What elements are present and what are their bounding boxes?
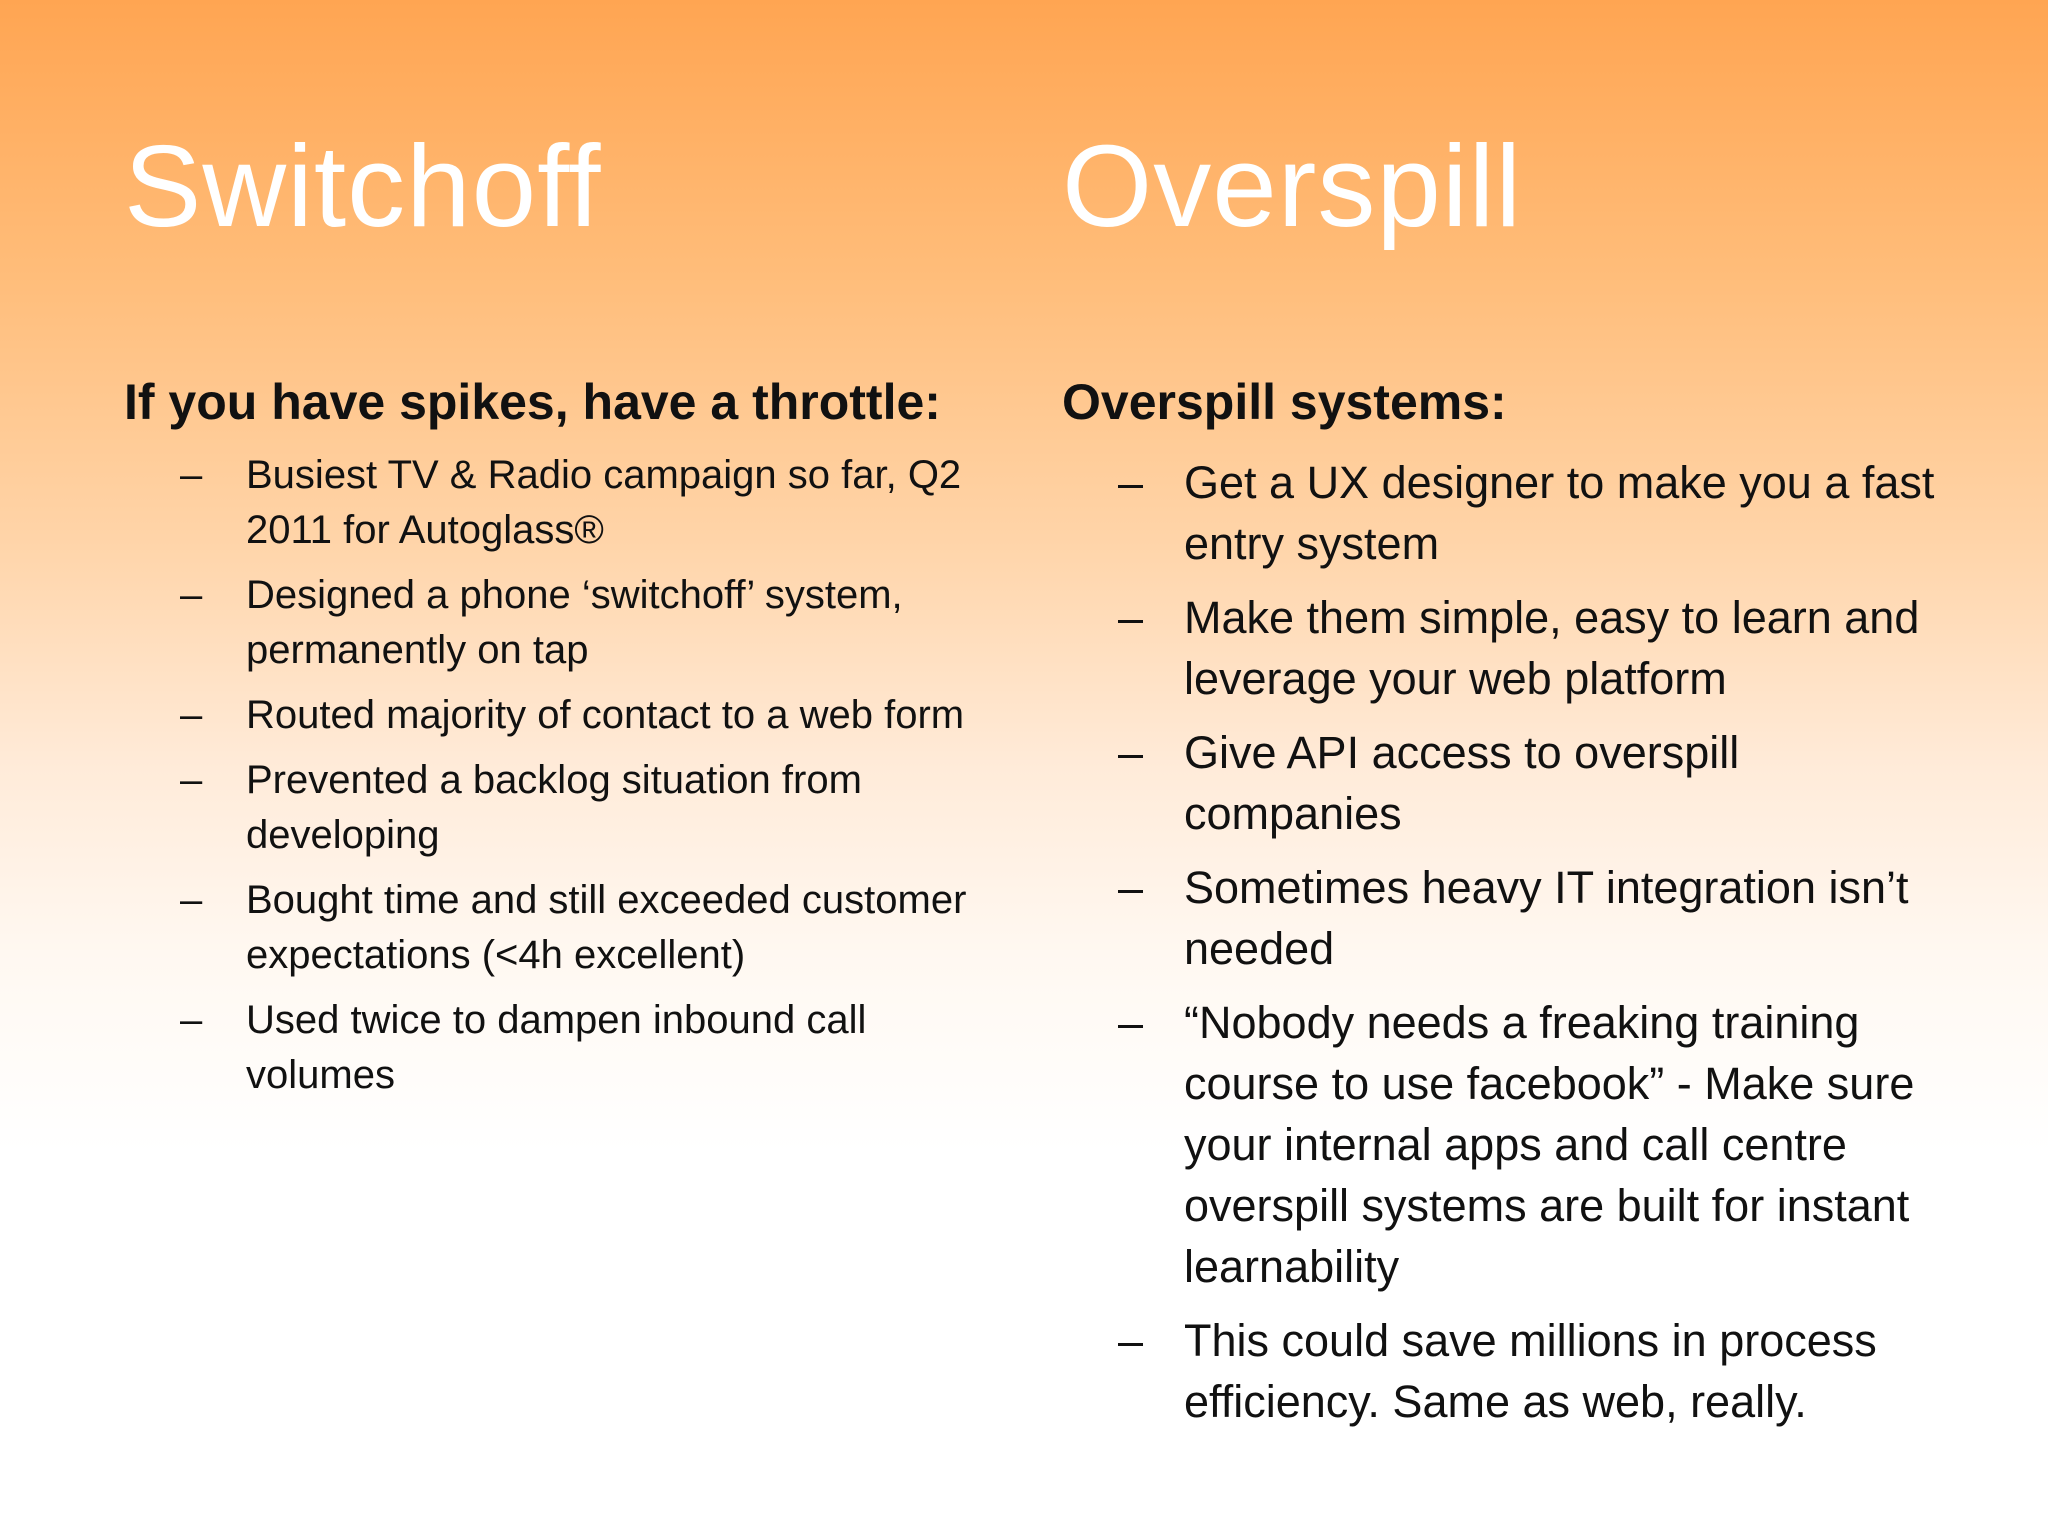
bullet-text: Bought time and still exceeded customer expectations (<4h excellent): [246, 878, 967, 977]
dash-bullet: –: [1118, 727, 1144, 778]
list-item: [124, 688, 984, 743]
dash-bullet: –: [1118, 1315, 1144, 1366]
left-heading: If you have spikes, have a throttle:: [124, 374, 941, 430]
dash-bullet: –: [180, 878, 203, 922]
list-item: [124, 448, 984, 558]
bullet-text: Used twice to dampen inbound call volumes: [246, 998, 867, 1097]
bullet-text: Designed a phone ‘switchoff’ system, permanently on tap: [246, 573, 903, 672]
dash-bullet: –: [1118, 997, 1144, 1048]
left-title: Switchoff: [124, 121, 602, 251]
bullet-text: Give API access to overspill companies: [1184, 727, 1740, 839]
list-item: [124, 753, 984, 863]
right-bullet-list: [1062, 452, 1962, 1445]
bullet-text: Get a UX designer to make you a fast entry system: [1184, 457, 1935, 569]
bullet-text: Sometimes heavy IT integration isn’t needed: [1184, 862, 1909, 974]
right-heading: Overspill systems:: [1062, 374, 1507, 430]
dash-bullet: –: [1118, 592, 1144, 643]
bullet-text: Busiest TV & Radio campaign so far, Q2 2011 for Autoglass®: [246, 453, 962, 552]
bullet-text: This could save millions in process efficiency. Same as web, really.: [1184, 1315, 1877, 1427]
bullet-text: “Nobody needs a freaking training course to use facebook” - Make sure your internal apps and call centre overspill systems are built for instant learnability: [1184, 997, 1915, 1292]
dash-bullet: –: [180, 693, 203, 737]
bullet-text: Make them simple, easy to learn and leverage your web platform: [1184, 592, 1920, 704]
dash-bullet: –: [1118, 862, 1144, 913]
left-bullet-list: [124, 448, 984, 1113]
right-title: Overspill: [1062, 121, 1523, 251]
list-item: [124, 993, 984, 1103]
dash-bullet: –: [1118, 457, 1144, 508]
dash-bullet: –: [180, 758, 203, 802]
list-item: [1062, 452, 1962, 574]
list-item: [124, 873, 984, 983]
list-item: [1062, 1310, 1962, 1432]
list-item: [1062, 722, 1962, 844]
dash-bullet: –: [180, 998, 203, 1042]
list-item: [1062, 587, 1962, 709]
dash-bullet: –: [180, 453, 203, 497]
dash-bullet: –: [180, 573, 203, 617]
list-item: [1062, 992, 1962, 1297]
bullet-text: Prevented a backlog situation from developing: [246, 758, 862, 857]
list-item: [1062, 857, 1962, 979]
bullet-text: Routed majority of contact to a web form: [246, 693, 965, 737]
list-item: [124, 568, 984, 678]
